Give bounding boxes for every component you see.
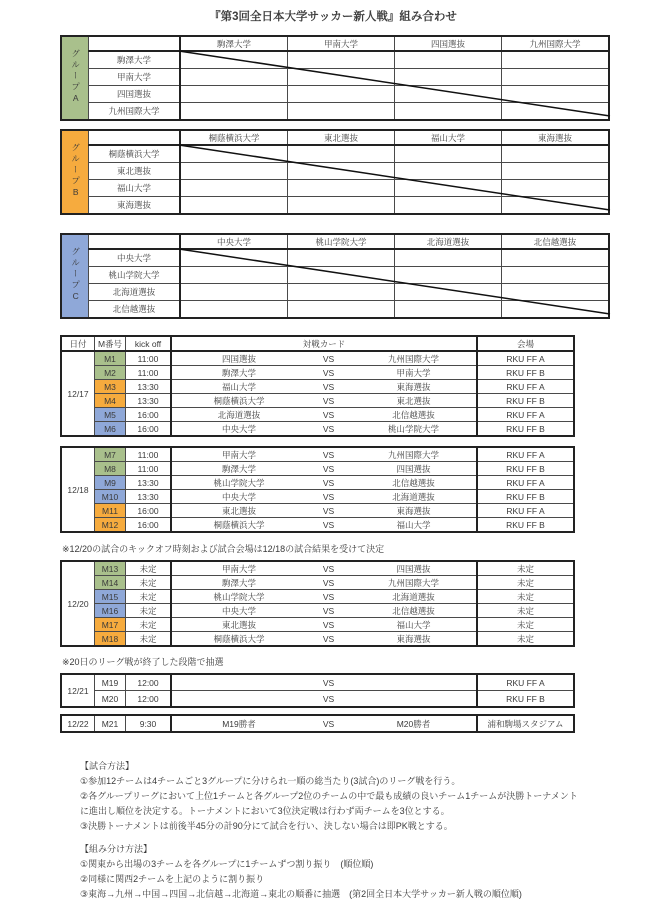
kickoff-cell: 11:00 xyxy=(126,366,172,380)
col-header: 桐蔭横浜大学 xyxy=(180,130,288,145)
page-title: 『第3回全日本大学サッカー新人戦』組み合わせ xyxy=(209,11,457,23)
venue-cell: RKU FF A xyxy=(477,408,574,422)
rules-line: ③決勝トーナメントは前後半45分の計90分にて試合を行い、決しない場合は即PK戦とする。 xyxy=(80,821,453,831)
vs-label: VS xyxy=(322,367,335,378)
match-no: M1 xyxy=(95,351,126,366)
away-team: 甲南大学 xyxy=(396,367,431,378)
card-cell xyxy=(171,462,477,476)
home-team: 中央大学 xyxy=(221,491,256,502)
match-no: M12 xyxy=(95,518,126,533)
rules-line: ①参加12チームは4チームごと3グループに分けられ一順の総当たり(3試合)のリーグ戦を行う。 xyxy=(80,776,461,786)
match-row xyxy=(61,504,574,518)
vs-label: VS xyxy=(322,505,335,516)
grid-cell xyxy=(395,180,502,197)
venue-cell: 未定 xyxy=(477,561,574,576)
row-header: 福山大学 xyxy=(89,180,181,197)
away-team: 東海選抜 xyxy=(396,505,431,516)
away-team: 東海選抜 xyxy=(396,633,431,644)
grid-cell xyxy=(502,69,610,86)
header-match-no: M番号 xyxy=(95,336,126,351)
kickoff-cell: 未定 xyxy=(126,576,172,590)
match-no: M20 xyxy=(95,691,126,708)
grid-cell xyxy=(288,197,395,215)
grid-cell xyxy=(502,86,610,103)
date-cell: 12/18 xyxy=(61,447,95,532)
header-kickoff: kick off xyxy=(126,336,172,351)
col-header: 東海選抜 xyxy=(502,130,610,145)
vs-label: VS xyxy=(322,423,335,434)
vs-label: VS xyxy=(322,563,335,574)
row-header: 桃山学院大学 xyxy=(89,267,181,284)
grid-cell xyxy=(180,197,288,215)
grid-cell xyxy=(288,301,395,319)
kickoff-cell: 13:30 xyxy=(126,380,172,394)
match-row xyxy=(61,476,574,490)
match-no: M19 xyxy=(95,674,126,691)
match-no: M10 xyxy=(95,490,126,504)
home-team: 東北選抜 xyxy=(221,505,256,516)
grid-cell xyxy=(180,145,288,163)
kickoff-cell: 11:00 xyxy=(126,447,172,462)
kickoff-cell: 12:00 xyxy=(126,674,172,691)
match-no: M21 xyxy=(95,715,126,732)
venue-cell: 未定 xyxy=(477,576,574,590)
away-team: 九州国際大学 xyxy=(387,577,439,588)
grid-cell xyxy=(502,180,610,197)
match-row xyxy=(61,518,574,533)
grid-cell xyxy=(180,86,288,103)
grid-cell xyxy=(180,51,288,69)
schedule-table-1222 xyxy=(60,714,575,733)
schedule-table-1221 xyxy=(60,673,575,708)
venue-cell: RKU FF A xyxy=(477,674,574,691)
match-row xyxy=(61,604,574,618)
header-venue: 会場 xyxy=(477,336,574,351)
away-team: 東海選抜 xyxy=(396,381,431,392)
grid-cell xyxy=(288,267,395,284)
col-header: 東北選抜 xyxy=(288,130,395,145)
group-c-label xyxy=(61,234,89,318)
vs-label: VS xyxy=(322,395,335,406)
away-team: 四国選抜 xyxy=(396,463,431,474)
grid-cell xyxy=(502,267,610,284)
corner-cell xyxy=(89,234,181,249)
row-header: 甲南大学 xyxy=(89,69,181,86)
card-cell xyxy=(171,490,477,504)
away-team: 北信越選抜 xyxy=(392,605,435,616)
away-team: 北海道選抜 xyxy=(392,491,435,502)
card-cell xyxy=(171,604,477,618)
grid-cell xyxy=(288,86,395,103)
venue-cell: RKU FF B xyxy=(477,422,574,437)
grid-cell xyxy=(395,86,502,103)
card-cell xyxy=(171,518,477,533)
group-b-label xyxy=(61,130,89,214)
match-no: M7 xyxy=(95,447,126,462)
vs-label: VS xyxy=(322,591,335,602)
venue-cell: 未定 xyxy=(477,604,574,618)
kickoff-cell: 16:00 xyxy=(126,422,172,437)
grouping-line: ②同様に関西2チームを上記のように割り振り xyxy=(80,874,265,884)
venue-cell: RKU FF A xyxy=(477,504,574,518)
match-row xyxy=(61,380,574,394)
grid-cell xyxy=(395,51,502,69)
vs-label: VS xyxy=(322,577,335,588)
vs-label: VS xyxy=(322,463,335,474)
grouping-section xyxy=(80,842,666,902)
grid-cell xyxy=(395,301,502,319)
card-cell xyxy=(171,422,477,437)
card-cell xyxy=(171,632,477,647)
match-no: M8 xyxy=(95,462,126,476)
grid-cell xyxy=(395,249,502,267)
card-cell xyxy=(171,394,477,408)
rules-line: に進出し順位を決定する。トーナメントにおいて3位決定戦は行わず両チームを3位とする。 xyxy=(80,806,450,816)
vs-label: VS xyxy=(322,605,335,616)
grid-cell xyxy=(395,197,502,215)
venue-cell: 浦和駒場スタジアム xyxy=(477,715,574,732)
grid-cell xyxy=(180,267,288,284)
away-team: 東北選抜 xyxy=(396,395,431,406)
away-team: 福山大学 xyxy=(396,519,431,530)
group-b-label-text: グループB xyxy=(70,142,81,200)
home-team: 駒澤大学 xyxy=(221,367,256,378)
venue-cell: 未定 xyxy=(477,618,574,632)
grid-cell xyxy=(502,301,610,319)
home-team: 中央大学 xyxy=(221,423,256,434)
row-header: 九州国際大学 xyxy=(89,103,181,121)
schedule-table-1220 xyxy=(60,560,575,647)
vs-label: VS xyxy=(322,491,335,502)
venue-cell: RKU FF A xyxy=(477,380,574,394)
match-row xyxy=(61,674,574,691)
grouping-line: ③東海→九州→中国→四国→北信越→北海道→東北の順番に抽選 (第2回全日本大学サッカー新人戦の順位順) xyxy=(80,889,522,899)
grid-cell xyxy=(395,103,502,121)
row-header: 東北選抜 xyxy=(89,163,181,180)
schedule-table-1217 xyxy=(60,335,575,437)
corner-cell xyxy=(89,36,181,51)
match-no: M18 xyxy=(95,632,126,647)
home-team: 桐蔭横浜大学 xyxy=(213,519,265,530)
card-cell xyxy=(171,715,477,732)
home-team: 甲南大学 xyxy=(221,449,256,460)
kickoff-cell: 9:30 xyxy=(126,715,172,732)
grid-cell xyxy=(288,180,395,197)
date-cell: 12/21 xyxy=(61,674,95,707)
match-no: M14 xyxy=(95,576,126,590)
rules-heading: 【試合方法】 xyxy=(80,761,135,771)
date-cell: 12/22 xyxy=(61,715,95,732)
venue-cell: RKU FF A xyxy=(477,476,574,490)
col-header: 北信越選抜 xyxy=(502,234,610,249)
grid-cell xyxy=(502,163,610,180)
match-row xyxy=(61,447,574,462)
col-header: 福山大学 xyxy=(395,130,502,145)
kickoff-cell: 11:00 xyxy=(126,462,172,476)
venue-cell: RKU FF B xyxy=(477,518,574,533)
match-row xyxy=(61,576,574,590)
home-team: 桃山学院大学 xyxy=(213,591,265,602)
grid-cell xyxy=(180,180,288,197)
grid-cell xyxy=(288,69,395,86)
kickoff-cell: 12:00 xyxy=(126,691,172,708)
card-cell xyxy=(171,674,477,691)
grid-cell xyxy=(288,103,395,121)
corner-cell xyxy=(89,130,181,145)
grid-cell xyxy=(502,145,610,163)
match-no: M11 xyxy=(95,504,126,518)
match-row xyxy=(61,691,574,708)
grid-cell xyxy=(180,249,288,267)
group-c-table xyxy=(60,233,612,319)
venue-cell: RKU FF B xyxy=(477,366,574,380)
card-cell xyxy=(171,351,477,366)
group-c-label-text: グループC xyxy=(70,246,81,304)
row-header: 東海選抜 xyxy=(89,197,181,215)
grid-cell xyxy=(395,145,502,163)
grid-cell xyxy=(288,145,395,163)
grid-cell xyxy=(395,163,502,180)
group-b-table xyxy=(60,129,612,215)
away-team: 九州国際大学 xyxy=(387,353,439,364)
match-row xyxy=(61,394,574,408)
kickoff-cell: 16:00 xyxy=(126,504,172,518)
schedule-table-1218 xyxy=(60,446,575,533)
away-team: 四国選抜 xyxy=(396,563,431,574)
kickoff-cell: 未定 xyxy=(126,604,172,618)
grouping-line: ①関東から出場の3チームを各グループに1チームずつ割り振り (順位順) xyxy=(80,859,374,869)
vs-label: VS xyxy=(322,693,335,704)
kickoff-cell: 11:00 xyxy=(126,351,172,366)
kickoff-cell: 13:30 xyxy=(126,394,172,408)
venue-cell: RKU FF B xyxy=(477,394,574,408)
col-header: 桃山学院大学 xyxy=(288,234,395,249)
vs-label: VS xyxy=(322,409,335,420)
home-team: 甲南大学 xyxy=(221,563,256,574)
grid-cell xyxy=(502,51,610,69)
match-no: M9 xyxy=(95,476,126,490)
away-team: 北信越選抜 xyxy=(392,409,435,420)
kickoff-cell: 13:30 xyxy=(126,490,172,504)
card-cell xyxy=(171,447,477,462)
home-team: M19勝者 xyxy=(222,718,256,729)
home-team: 桃山学院大学 xyxy=(213,477,265,488)
match-no: M4 xyxy=(95,394,126,408)
col-header: 駒澤大学 xyxy=(180,36,288,51)
card-cell xyxy=(171,476,477,490)
grid-cell xyxy=(180,284,288,301)
match-row xyxy=(61,351,574,366)
rules-line: ②各グループリーグにおいて上位1チームと各グループ2位のチームの中で最も成績の良いチーム1チームが決勝トーナメント xyxy=(80,791,578,801)
match-no: M3 xyxy=(95,380,126,394)
venue-cell: RKU FF A xyxy=(477,351,574,366)
grid-cell xyxy=(502,249,610,267)
vs-label: VS xyxy=(322,381,335,392)
venue-cell: RKU FF B xyxy=(477,462,574,476)
match-no: M13 xyxy=(95,561,126,576)
card-cell xyxy=(171,691,477,708)
date-cell: 12/17 xyxy=(61,351,95,436)
kickoff-cell: 未定 xyxy=(126,632,172,647)
vs-label: VS xyxy=(322,477,335,488)
col-header: 中央大学 xyxy=(180,234,288,249)
home-team: 北海道選抜 xyxy=(217,409,261,420)
match-row xyxy=(61,715,574,732)
home-team: 駒澤大学 xyxy=(221,463,256,474)
group-a-label xyxy=(61,36,89,120)
grid-cell xyxy=(395,267,502,284)
match-row xyxy=(61,632,574,647)
note-1220: ※12/20の試合のキックオフ時刻および試合会場は12/18の試合結果を受けて決定 xyxy=(62,544,385,554)
away-team: 北海道選抜 xyxy=(392,591,435,602)
kickoff-cell: 未定 xyxy=(126,618,172,632)
col-header: 九州国際大学 xyxy=(502,36,610,51)
card-cell xyxy=(171,366,477,380)
home-team: 桐蔭横浜大学 xyxy=(213,395,265,406)
vs-label: VS xyxy=(322,619,335,630)
card-cell xyxy=(171,590,477,604)
kickoff-cell: 未定 xyxy=(126,561,172,576)
card-cell xyxy=(171,408,477,422)
kickoff-cell: 16:00 xyxy=(126,518,172,533)
away-team: 北信越選抜 xyxy=(392,477,435,488)
card-cell xyxy=(171,618,477,632)
grid-cell xyxy=(288,51,395,69)
match-row xyxy=(61,366,574,380)
card-cell xyxy=(171,561,477,576)
header-date: 日付 xyxy=(61,336,95,351)
note-1221: ※20日のリーグ戦が終了した段階で抽選 xyxy=(62,657,224,667)
col-header: 北海道選抜 xyxy=(395,234,502,249)
grid-cell xyxy=(288,284,395,301)
match-row xyxy=(61,422,574,437)
match-row xyxy=(61,408,574,422)
match-no: M2 xyxy=(95,366,126,380)
venue-cell: 未定 xyxy=(477,590,574,604)
col-header: 四国選抜 xyxy=(395,36,502,51)
match-row xyxy=(61,618,574,632)
grid-cell xyxy=(502,103,610,121)
row-header: 北海道選抜 xyxy=(89,284,181,301)
row-header: 駒澤大学 xyxy=(89,51,181,69)
away-team: 福山大学 xyxy=(396,619,431,630)
kickoff-cell: 13:30 xyxy=(126,476,172,490)
card-cell xyxy=(171,504,477,518)
grid-cell xyxy=(180,163,288,180)
date-cell: 12/20 xyxy=(61,561,95,646)
home-team: 四国選抜 xyxy=(221,353,256,364)
grid-cell xyxy=(502,284,610,301)
away-team: 九州国際大学 xyxy=(387,449,439,460)
grid-cell xyxy=(288,249,395,267)
vs-label: VS xyxy=(322,519,335,530)
match-row xyxy=(61,490,574,504)
match-row xyxy=(61,561,574,576)
venue-cell: RKU FF B xyxy=(477,490,574,504)
home-team: 桐蔭横浜大学 xyxy=(213,633,265,644)
grid-cell xyxy=(180,103,288,121)
match-no: M6 xyxy=(95,422,126,437)
vs-label: VS xyxy=(322,633,335,644)
card-cell xyxy=(171,576,477,590)
rules-section xyxy=(80,759,666,834)
venue-cell: RKU FF A xyxy=(477,447,574,462)
grouping-heading: 【組み分け方法】 xyxy=(80,844,153,854)
row-header: 四国選抜 xyxy=(89,86,181,103)
home-team: 中央大学 xyxy=(221,605,256,616)
match-no: M15 xyxy=(95,590,126,604)
match-row xyxy=(61,590,574,604)
grid-cell xyxy=(180,301,288,319)
group-a-label-text: グループA xyxy=(70,48,81,106)
header-card: 対戦カード xyxy=(171,336,477,351)
match-row xyxy=(61,462,574,476)
match-no: M16 xyxy=(95,604,126,618)
match-no: M17 xyxy=(95,618,126,632)
away-team: M20勝者 xyxy=(396,718,431,729)
vs-label: VS xyxy=(322,353,335,364)
vs-label: VS xyxy=(322,449,335,460)
venue-cell: RKU FF B xyxy=(477,691,574,708)
grid-cell xyxy=(395,69,502,86)
away-team: 桃山学院大学 xyxy=(387,423,439,434)
group-a-table xyxy=(60,35,612,121)
row-header: 北信越選抜 xyxy=(89,301,181,319)
home-team: 福山大学 xyxy=(221,381,256,392)
grid-cell xyxy=(288,163,395,180)
grid-cell xyxy=(395,284,502,301)
vs-label: VS xyxy=(322,718,335,729)
kickoff-cell: 16:00 xyxy=(126,408,172,422)
col-header: 甲南大学 xyxy=(288,36,395,51)
grid-cell xyxy=(502,197,610,215)
home-team: 駒澤大学 xyxy=(221,577,256,588)
match-no: M5 xyxy=(95,408,126,422)
row-header: 中央大学 xyxy=(89,249,181,267)
home-team: 東北選抜 xyxy=(221,619,256,630)
card-cell xyxy=(171,380,477,394)
kickoff-cell: 未定 xyxy=(126,590,172,604)
vs-label: VS xyxy=(322,677,335,688)
row-header: 桐蔭横浜大学 xyxy=(89,145,181,163)
grid-cell xyxy=(180,69,288,86)
venue-cell: 未定 xyxy=(477,632,574,647)
